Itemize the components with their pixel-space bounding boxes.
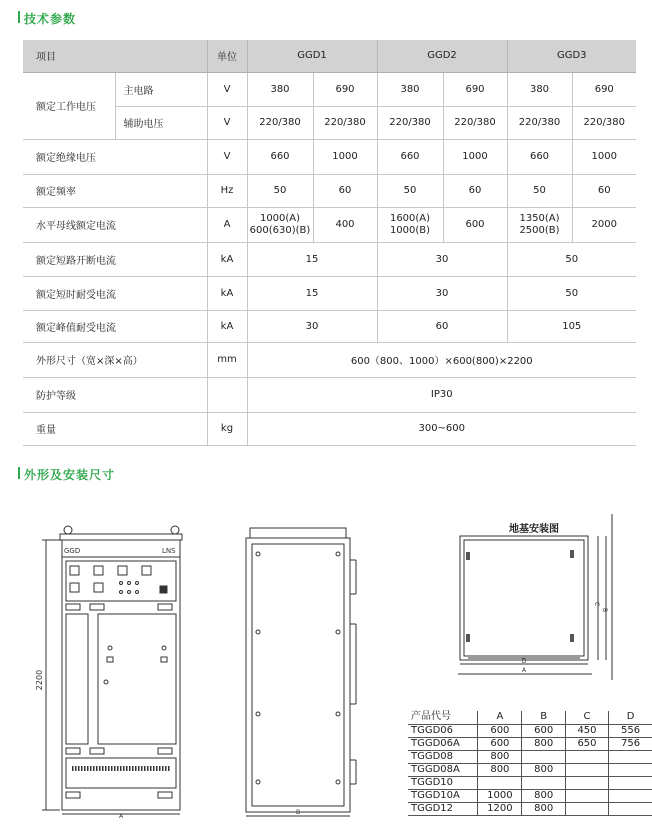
cell-line: 1000(A) — [259, 212, 301, 224]
height-dimension-label: 2200 — [35, 669, 44, 691]
cell: 50 — [507, 174, 572, 207]
cell: 650 — [565, 737, 608, 750]
cell — [609, 750, 652, 763]
cell: 800 — [478, 763, 522, 776]
cell-line: 2500(B) — [519, 224, 560, 236]
cell: 220/380 — [377, 106, 443, 139]
cell: 105 — [507, 310, 636, 342]
row-unit: V — [207, 139, 247, 174]
header-a: A — [478, 711, 522, 724]
cell: 1000 — [313, 139, 377, 174]
cell: 600 — [522, 724, 565, 737]
depth-dimension-label: B — [295, 809, 301, 816]
cabinet-door — [98, 614, 176, 744]
cell: TGGD10A — [408, 789, 478, 802]
header-unit: 单位 — [207, 40, 247, 72]
spec-header-row — [23, 40, 636, 72]
header-code: 产品代号 — [408, 711, 478, 724]
cell — [565, 789, 608, 802]
table-row — [23, 106, 636, 139]
section-title-specs: 技术参数 — [24, 12, 77, 26]
table-row — [408, 763, 652, 776]
cell: 220/380 — [507, 106, 572, 139]
row-unit — [207, 377, 247, 412]
cell: 2000 — [572, 207, 636, 242]
table-row — [408, 724, 652, 737]
front-label-left: GGD — [64, 547, 81, 555]
header-d: D — [609, 711, 652, 724]
row-unit: A — [207, 207, 247, 242]
cell: 30 — [247, 310, 377, 342]
table-row — [408, 789, 652, 802]
width-dimension-label: A — [118, 813, 124, 820]
terminal-strip — [66, 758, 176, 788]
cell — [565, 750, 608, 763]
cell: 556 — [609, 724, 652, 737]
cell: 660 — [247, 139, 313, 174]
product-code-table — [408, 711, 652, 816]
top-cap — [60, 534, 182, 540]
cell: 600 — [478, 724, 522, 737]
table-row — [23, 342, 636, 377]
cell — [565, 776, 608, 789]
cell: 660 — [507, 139, 572, 174]
cell — [609, 776, 652, 789]
plan-dim-a-label: A — [521, 667, 527, 674]
lifting-eye — [64, 526, 72, 534]
cell: 1000 — [572, 139, 636, 174]
header-ggd3: GGD3 — [507, 40, 636, 72]
plan-outer-frame — [460, 536, 588, 660]
cell: 220/380 — [247, 106, 313, 139]
front-label-right: LNS — [162, 547, 176, 555]
table-row — [23, 276, 636, 310]
plan-dim-d-label: D — [521, 658, 527, 665]
cell: 600 — [443, 207, 507, 242]
cell: 60 — [572, 174, 636, 207]
cell — [609, 789, 652, 802]
cell — [478, 776, 522, 789]
cell: 220/380 — [313, 106, 377, 139]
table-row — [408, 737, 652, 750]
cell: 690 — [443, 72, 507, 106]
row-label: 重量 — [23, 412, 207, 445]
header-b: B — [522, 711, 565, 724]
cell: 600 — [478, 737, 522, 750]
cell: 660 — [377, 139, 443, 174]
header-c: C — [565, 711, 608, 724]
row-unit: kA — [207, 310, 247, 342]
cell — [609, 802, 652, 815]
cell: 30 — [377, 276, 507, 310]
cell-line: 1600(A) — [389, 212, 431, 224]
table-row — [23, 207, 636, 242]
cell: 380 — [507, 72, 572, 106]
cell: 800 — [522, 789, 565, 802]
header-ggd2: GGD2 — [377, 40, 507, 72]
cell — [522, 776, 565, 789]
row-label: 额定绝缘电压 — [23, 139, 207, 174]
cell-line: 600(630)(B) — [249, 224, 311, 236]
side-panel — [66, 614, 88, 744]
row-label: 额定频率 — [23, 174, 207, 207]
row-label: 额定短路开断电流 — [23, 242, 207, 276]
row-label: 额定短时耐受电流 — [23, 276, 207, 310]
table-row — [408, 750, 652, 763]
plan-title: 地基安装图 — [509, 524, 559, 535]
row-sublabel: 主电路 — [115, 72, 207, 106]
cell: 450 — [565, 724, 608, 737]
cell: 800 — [522, 737, 565, 750]
plan-dim-b-label: B — [601, 608, 608, 613]
cell: 60 — [377, 310, 507, 342]
cell: 30 — [377, 242, 507, 276]
row-unit: mm — [207, 342, 247, 377]
row-label: 外形尺寸（宽×深×高） — [23, 342, 207, 377]
cell: 220/380 — [572, 106, 636, 139]
header-item: 项目 — [23, 40, 207, 72]
cell: 60 — [443, 174, 507, 207]
side-view-drawing — [236, 524, 366, 820]
row-unit: V — [207, 72, 247, 106]
cell: 1000 — [478, 789, 522, 802]
cell-line: 1350(A) — [519, 212, 560, 224]
table-row — [23, 139, 636, 174]
row-unit: Hz — [207, 174, 247, 207]
cell: TGGD06A — [408, 737, 478, 750]
header-ggd1: GGD1 — [247, 40, 377, 72]
row-unit: kg — [207, 412, 247, 445]
table-row — [408, 802, 652, 815]
cell: 15 — [247, 242, 377, 276]
side-panel — [252, 544, 344, 806]
row-unit: V — [207, 106, 247, 139]
cell: 400 — [313, 207, 377, 242]
front-view-drawing — [30, 520, 190, 820]
cell: 380 — [247, 72, 313, 106]
row-label: 防护等级 — [23, 377, 207, 412]
table-row — [23, 174, 636, 207]
cell: 300~600 — [247, 412, 636, 445]
table-row — [23, 242, 636, 276]
table-row — [408, 776, 652, 789]
cell: 50 — [247, 174, 313, 207]
cell: 756 — [609, 737, 652, 750]
cell: 690 — [313, 72, 377, 106]
row-unit: kA — [207, 242, 247, 276]
cell: TGGD12 — [408, 802, 478, 815]
cell: 800 — [522, 763, 565, 776]
cell: 50 — [507, 242, 636, 276]
table-row — [23, 377, 636, 412]
plan-dim-c-label: C — [593, 602, 600, 607]
cell: 60 — [313, 174, 377, 207]
cell: TGGD06 — [408, 724, 478, 737]
table-row — [23, 72, 636, 106]
cell: IP30 — [247, 377, 636, 412]
row-label: 水平母线额定电流 — [23, 207, 207, 242]
table-header-row — [408, 711, 652, 724]
cell — [247, 207, 313, 242]
cell: 50 — [377, 174, 443, 207]
cell: 690 — [572, 72, 636, 106]
cell — [507, 207, 572, 242]
cell: 220/380 — [443, 106, 507, 139]
table-row — [23, 310, 636, 342]
cell: 50 — [507, 276, 636, 310]
cell: TGGD08A — [408, 763, 478, 776]
cell — [565, 763, 608, 776]
row-sublabel: 辅助电压 — [115, 106, 207, 139]
row-label: 额定工作电压 — [23, 72, 115, 139]
spec-table — [23, 40, 636, 446]
cell: 380 — [377, 72, 443, 106]
cell: TGGD08 — [408, 750, 478, 763]
section-title-dimensions: 外形及安装尺寸 — [24, 468, 116, 482]
cell — [522, 750, 565, 763]
table-row — [23, 412, 636, 445]
cell: 800 — [478, 750, 522, 763]
cell: TGGD10 — [408, 776, 478, 789]
top-cap — [250, 528, 346, 538]
cell-line: 1000(B) — [389, 224, 431, 236]
lifting-eye — [171, 526, 179, 534]
cell: 800 — [522, 802, 565, 815]
cell: 15 — [247, 276, 377, 310]
cell: 600（800、1000）×600(800)×2200 — [247, 342, 636, 377]
cell — [609, 763, 652, 776]
cell — [565, 802, 608, 815]
row-unit: kA — [207, 276, 247, 310]
cell: 1000 — [443, 139, 507, 174]
foundation-plan-drawing — [448, 512, 620, 682]
cell: 1200 — [478, 802, 522, 815]
row-label: 额定峰值耐受电流 — [23, 310, 207, 342]
cell — [377, 207, 443, 242]
cabinet-side-frame — [246, 538, 350, 812]
